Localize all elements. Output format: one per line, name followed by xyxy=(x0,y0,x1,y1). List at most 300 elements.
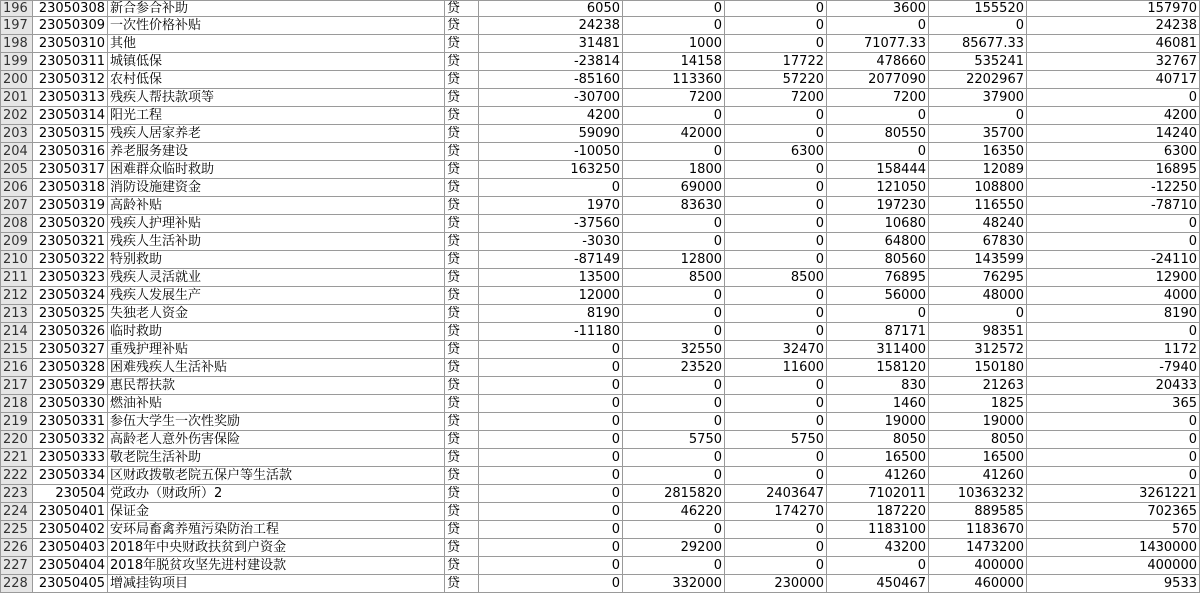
direction-cell[interactable]: 贷 xyxy=(445,287,479,305)
value-cell-3[interactable]: 0 xyxy=(725,521,827,539)
account-name-cell[interactable]: 残疾人护理补贴 xyxy=(108,215,445,233)
row-header[interactable]: 205 xyxy=(1,161,33,179)
value-cell-5[interactable]: 150180 xyxy=(929,359,1027,377)
value-cell-5[interactable]: 37900 xyxy=(929,89,1027,107)
value-cell-4[interactable]: 80550 xyxy=(827,125,929,143)
value-cell-5[interactable]: 19000 xyxy=(929,413,1027,431)
row-header[interactable]: 203 xyxy=(1,125,33,143)
direction-cell[interactable]: 贷 xyxy=(445,233,479,251)
account-code-cell[interactable]: 23050404 xyxy=(33,557,108,575)
value-cell-2[interactable]: 0 xyxy=(623,413,725,431)
direction-cell[interactable]: 贷 xyxy=(445,17,479,35)
account-code-cell[interactable]: 23050332 xyxy=(33,431,108,449)
value-cell-6[interactable]: 4200 xyxy=(1027,107,1200,125)
account-code-cell[interactable]: 23050331 xyxy=(33,413,108,431)
value-cell-1[interactable]: -87149 xyxy=(479,251,623,269)
value-cell-2[interactable]: 0 xyxy=(623,233,725,251)
row-header[interactable]: 211 xyxy=(1,269,33,287)
value-cell-1[interactable]: 12000 xyxy=(479,287,623,305)
value-cell-4[interactable]: 56000 xyxy=(827,287,929,305)
value-cell-1[interactable]: -30700 xyxy=(479,89,623,107)
value-cell-1[interactable]: 0 xyxy=(479,539,623,557)
row-header[interactable]: 213 xyxy=(1,305,33,323)
value-cell-1[interactable]: -11180 xyxy=(479,323,623,341)
value-cell-6[interactable]: 32767 xyxy=(1027,53,1200,71)
direction-cell[interactable]: 贷 xyxy=(445,1,479,17)
value-cell-2[interactable]: 29200 xyxy=(623,539,725,557)
row-header[interactable]: 225 xyxy=(1,521,33,539)
account-name-cell[interactable]: 安环局畜禽养殖污染防治工程 xyxy=(108,521,445,539)
direction-cell[interactable]: 贷 xyxy=(445,269,479,287)
value-cell-4[interactable]: 64800 xyxy=(827,233,929,251)
value-cell-1[interactable]: 0 xyxy=(479,179,623,197)
account-name-cell[interactable]: 增减挂钩项目 xyxy=(108,575,445,593)
value-cell-2[interactable]: 1800 xyxy=(623,161,725,179)
value-cell-6[interactable]: 40717 xyxy=(1027,71,1200,89)
row-header[interactable]: 217 xyxy=(1,377,33,395)
value-cell-1[interactable]: 0 xyxy=(479,485,623,503)
value-cell-1[interactable]: 163250 xyxy=(479,161,623,179)
value-cell-6[interactable]: 6300 xyxy=(1027,143,1200,161)
row-header[interactable]: 227 xyxy=(1,557,33,575)
value-cell-4[interactable]: 10680 xyxy=(827,215,929,233)
value-cell-5[interactable]: 76295 xyxy=(929,269,1027,287)
account-code-cell[interactable]: 23050311 xyxy=(33,53,108,71)
account-code-cell[interactable]: 23050314 xyxy=(33,107,108,125)
account-code-cell[interactable]: 23050318 xyxy=(33,179,108,197)
row-header[interactable]: 222 xyxy=(1,467,33,485)
value-cell-2[interactable]: 0 xyxy=(623,323,725,341)
value-cell-3[interactable]: 0 xyxy=(725,1,827,17)
value-cell-2[interactable]: 83630 xyxy=(623,197,725,215)
value-cell-4[interactable]: 478660 xyxy=(827,53,929,71)
value-cell-4[interactable]: 80560 xyxy=(827,251,929,269)
direction-cell[interactable]: 贷 xyxy=(445,35,479,53)
value-cell-5[interactable]: 0 xyxy=(929,305,1027,323)
value-cell-5[interactable]: 67830 xyxy=(929,233,1027,251)
value-cell-3[interactable]: 0 xyxy=(725,215,827,233)
account-code-cell[interactable]: 23050325 xyxy=(33,305,108,323)
row-header[interactable]: 197 xyxy=(1,17,33,35)
account-code-cell[interactable]: 23050405 xyxy=(33,575,108,593)
value-cell-2[interactable]: 0 xyxy=(623,17,725,35)
row-header[interactable]: 218 xyxy=(1,395,33,413)
value-cell-1[interactable]: 0 xyxy=(479,377,623,395)
value-cell-4[interactable]: 8050 xyxy=(827,431,929,449)
value-cell-4[interactable]: 7102011 xyxy=(827,485,929,503)
value-cell-3[interactable]: 0 xyxy=(725,287,827,305)
value-cell-6[interactable]: 1172 xyxy=(1027,341,1200,359)
value-cell-2[interactable]: 0 xyxy=(623,287,725,305)
value-cell-6[interactable]: 400000 xyxy=(1027,557,1200,575)
value-cell-3[interactable]: 0 xyxy=(725,557,827,575)
direction-cell[interactable]: 贷 xyxy=(445,179,479,197)
value-cell-2[interactable]: 0 xyxy=(623,305,725,323)
direction-cell[interactable]: 贷 xyxy=(445,521,479,539)
direction-cell[interactable]: 贷 xyxy=(445,485,479,503)
account-name-cell[interactable]: 保证金 xyxy=(108,503,445,521)
direction-cell[interactable]: 贷 xyxy=(445,575,479,593)
account-name-cell[interactable]: 燃油补贴 xyxy=(108,395,445,413)
row-header[interactable]: 215 xyxy=(1,341,33,359)
value-cell-6[interactable]: 702365 xyxy=(1027,503,1200,521)
value-cell-5[interactable]: 2202967 xyxy=(929,71,1027,89)
value-cell-5[interactable]: 0 xyxy=(929,107,1027,125)
account-code-cell[interactable]: 23050309 xyxy=(33,17,108,35)
value-cell-1[interactable]: 0 xyxy=(479,521,623,539)
value-cell-3[interactable]: 5750 xyxy=(725,431,827,449)
direction-cell[interactable]: 贷 xyxy=(445,395,479,413)
value-cell-2[interactable]: 7200 xyxy=(623,89,725,107)
value-cell-2[interactable]: 332000 xyxy=(623,575,725,593)
value-cell-3[interactable]: 0 xyxy=(725,449,827,467)
account-name-cell[interactable]: 消防设施建资金 xyxy=(108,179,445,197)
row-header[interactable]: 201 xyxy=(1,89,33,107)
value-cell-1[interactable]: 8190 xyxy=(479,305,623,323)
row-header[interactable]: 198 xyxy=(1,35,33,53)
direction-cell[interactable]: 贷 xyxy=(445,431,479,449)
value-cell-5[interactable]: 312572 xyxy=(929,341,1027,359)
value-cell-5[interactable]: 1473200 xyxy=(929,539,1027,557)
value-cell-6[interactable]: 24238 xyxy=(1027,17,1200,35)
account-name-cell[interactable]: 残疾人发展生产 xyxy=(108,287,445,305)
row-header[interactable]: 226 xyxy=(1,539,33,557)
account-code-cell[interactable]: 23050322 xyxy=(33,251,108,269)
account-name-cell[interactable]: 残疾人灵活就业 xyxy=(108,269,445,287)
account-code-cell[interactable]: 23050312 xyxy=(33,71,108,89)
value-cell-6[interactable]: -78710 xyxy=(1027,197,1200,215)
row-header[interactable]: 221 xyxy=(1,449,33,467)
value-cell-3[interactable]: 0 xyxy=(725,395,827,413)
row-header[interactable]: 214 xyxy=(1,323,33,341)
account-code-cell[interactable]: 23050330 xyxy=(33,395,108,413)
value-cell-1[interactable]: 0 xyxy=(479,359,623,377)
value-cell-4[interactable]: 7200 xyxy=(827,89,929,107)
value-cell-4[interactable]: 2077090 xyxy=(827,71,929,89)
account-code-cell[interactable]: 23050326 xyxy=(33,323,108,341)
value-cell-6[interactable]: 14240 xyxy=(1027,125,1200,143)
value-cell-6[interactable]: 46081 xyxy=(1027,35,1200,53)
value-cell-1[interactable]: 24238 xyxy=(479,17,623,35)
account-name-cell[interactable]: 困难残疾人生活补贴 xyxy=(108,359,445,377)
value-cell-1[interactable]: -10050 xyxy=(479,143,623,161)
direction-cell[interactable]: 贷 xyxy=(445,197,479,215)
row-header[interactable]: 200 xyxy=(1,71,33,89)
direction-cell[interactable]: 贷 xyxy=(445,161,479,179)
value-cell-4[interactable]: 830 xyxy=(827,377,929,395)
value-cell-4[interactable]: 19000 xyxy=(827,413,929,431)
value-cell-5[interactable]: 85677.33 xyxy=(929,35,1027,53)
value-cell-3[interactable]: 0 xyxy=(725,467,827,485)
value-cell-4[interactable]: 311400 xyxy=(827,341,929,359)
value-cell-5[interactable]: 21263 xyxy=(929,377,1027,395)
value-cell-1[interactable]: 0 xyxy=(479,431,623,449)
value-cell-3[interactable]: 57220 xyxy=(725,71,827,89)
value-cell-6[interactable]: 0 xyxy=(1027,413,1200,431)
value-cell-1[interactable]: 0 xyxy=(479,341,623,359)
value-cell-2[interactable]: 0 xyxy=(623,143,725,161)
value-cell-5[interactable]: 48240 xyxy=(929,215,1027,233)
value-cell-6[interactable]: 1430000 xyxy=(1027,539,1200,557)
value-cell-3[interactable]: 2403647 xyxy=(725,485,827,503)
value-cell-2[interactable]: 0 xyxy=(623,215,725,233)
value-cell-5[interactable]: 48000 xyxy=(929,287,1027,305)
account-name-cell[interactable]: 其他 xyxy=(108,35,445,53)
value-cell-1[interactable]: 0 xyxy=(479,503,623,521)
direction-cell[interactable]: 贷 xyxy=(445,251,479,269)
account-code-cell[interactable]: 23050313 xyxy=(33,89,108,107)
direction-cell[interactable]: 贷 xyxy=(445,341,479,359)
account-code-cell[interactable]: 23050310 xyxy=(33,35,108,53)
value-cell-6[interactable]: 157970 xyxy=(1027,1,1200,17)
row-header[interactable]: 207 xyxy=(1,197,33,215)
account-name-cell[interactable]: 残疾人居家养老 xyxy=(108,125,445,143)
value-cell-1[interactable]: 59090 xyxy=(479,125,623,143)
account-name-cell[interactable]: 失独老人资金 xyxy=(108,305,445,323)
value-cell-1[interactable]: -37560 xyxy=(479,215,623,233)
direction-cell[interactable]: 贷 xyxy=(445,89,479,107)
account-code-cell[interactable]: 230504 xyxy=(33,485,108,503)
direction-cell[interactable]: 贷 xyxy=(445,449,479,467)
value-cell-1[interactable]: 0 xyxy=(479,413,623,431)
row-header[interactable]: 199 xyxy=(1,53,33,71)
account-name-cell[interactable]: 农村低保 xyxy=(108,71,445,89)
value-cell-4[interactable]: 76895 xyxy=(827,269,929,287)
account-code-cell[interactable]: 23050315 xyxy=(33,125,108,143)
value-cell-3[interactable]: 0 xyxy=(725,197,827,215)
value-cell-3[interactable]: 0 xyxy=(725,161,827,179)
value-cell-2[interactable]: 0 xyxy=(623,377,725,395)
row-header[interactable]: 210 xyxy=(1,251,33,269)
value-cell-6[interactable]: 0 xyxy=(1027,467,1200,485)
account-name-cell[interactable]: 新合参合补助 xyxy=(108,1,445,17)
value-cell-3[interactable]: 11600 xyxy=(725,359,827,377)
value-cell-3[interactable]: 0 xyxy=(725,413,827,431)
value-cell-4[interactable]: 1460 xyxy=(827,395,929,413)
value-cell-6[interactable]: 0 xyxy=(1027,233,1200,251)
value-cell-1[interactable]: 0 xyxy=(479,467,623,485)
value-cell-3[interactable]: 0 xyxy=(725,179,827,197)
value-cell-5[interactable]: 1825 xyxy=(929,395,1027,413)
value-cell-3[interactable]: 7200 xyxy=(725,89,827,107)
row-header[interactable]: 209 xyxy=(1,233,33,251)
direction-cell[interactable]: 贷 xyxy=(445,467,479,485)
direction-cell[interactable]: 贷 xyxy=(445,125,479,143)
value-cell-2[interactable]: 12800 xyxy=(623,251,725,269)
value-cell-2[interactable]: 32550 xyxy=(623,341,725,359)
value-cell-5[interactable]: 535241 xyxy=(929,53,1027,71)
value-cell-6[interactable]: 0 xyxy=(1027,449,1200,467)
value-cell-3[interactable]: 0 xyxy=(725,233,827,251)
value-cell-2[interactable]: 113360 xyxy=(623,71,725,89)
value-cell-2[interactable]: 8500 xyxy=(623,269,725,287)
value-cell-4[interactable]: 187220 xyxy=(827,503,929,521)
account-code-cell[interactable]: 23050308 xyxy=(33,1,108,17)
account-code-cell[interactable]: 23050327 xyxy=(33,341,108,359)
value-cell-6[interactable]: -12250 xyxy=(1027,179,1200,197)
account-name-cell[interactable]: 残疾人帮扶款项等 xyxy=(108,89,445,107)
account-code-cell[interactable]: 23050321 xyxy=(33,233,108,251)
account-code-cell[interactable]: 23050316 xyxy=(33,143,108,161)
value-cell-6[interactable]: 12900 xyxy=(1027,269,1200,287)
value-cell-6[interactable]: 570 xyxy=(1027,521,1200,539)
account-name-cell[interactable]: 惠民帮扶款 xyxy=(108,377,445,395)
direction-cell[interactable]: 贷 xyxy=(445,143,479,161)
value-cell-4[interactable]: 0 xyxy=(827,305,929,323)
value-cell-5[interactable]: 41260 xyxy=(929,467,1027,485)
account-name-cell[interactable]: 城镇低保 xyxy=(108,53,445,71)
value-cell-2[interactable]: 1000 xyxy=(623,35,725,53)
account-code-cell[interactable]: 23050317 xyxy=(33,161,108,179)
value-cell-3[interactable]: 0 xyxy=(725,107,827,125)
value-cell-1[interactable]: 0 xyxy=(479,557,623,575)
value-cell-6[interactable]: 0 xyxy=(1027,215,1200,233)
value-cell-3[interactable]: 6300 xyxy=(725,143,827,161)
account-name-cell[interactable]: 高龄补贴 xyxy=(108,197,445,215)
value-cell-5[interactable]: 155520 xyxy=(929,1,1027,17)
value-cell-4[interactable]: 197230 xyxy=(827,197,929,215)
value-cell-4[interactable]: 43200 xyxy=(827,539,929,557)
value-cell-2[interactable]: 0 xyxy=(623,107,725,125)
account-code-cell[interactable]: 23050333 xyxy=(33,449,108,467)
value-cell-5[interactable]: 889585 xyxy=(929,503,1027,521)
value-cell-1[interactable]: 13500 xyxy=(479,269,623,287)
value-cell-5[interactable]: 1183670 xyxy=(929,521,1027,539)
direction-cell[interactable]: 贷 xyxy=(445,107,479,125)
direction-cell[interactable]: 贷 xyxy=(445,557,479,575)
value-cell-3[interactable]: 230000 xyxy=(725,575,827,593)
value-cell-5[interactable]: 108800 xyxy=(929,179,1027,197)
value-cell-5[interactable]: 98351 xyxy=(929,323,1027,341)
account-name-cell[interactable]: 养老服务建设 xyxy=(108,143,445,161)
direction-cell[interactable]: 贷 xyxy=(445,377,479,395)
row-header[interactable]: 208 xyxy=(1,215,33,233)
direction-cell[interactable]: 贷 xyxy=(445,413,479,431)
value-cell-1[interactable]: -23814 xyxy=(479,53,623,71)
direction-cell[interactable]: 贷 xyxy=(445,539,479,557)
account-name-cell[interactable]: 重残护理补贴 xyxy=(108,341,445,359)
value-cell-3[interactable]: 0 xyxy=(725,17,827,35)
value-cell-2[interactable]: 0 xyxy=(623,449,725,467)
value-cell-2[interactable]: 0 xyxy=(623,1,725,17)
row-header[interactable]: 204 xyxy=(1,143,33,161)
value-cell-3[interactable]: 0 xyxy=(725,377,827,395)
row-header[interactable]: 206 xyxy=(1,179,33,197)
value-cell-1[interactable]: -85160 xyxy=(479,71,623,89)
value-cell-5[interactable]: 460000 xyxy=(929,575,1027,593)
account-name-cell[interactable]: 临时救助 xyxy=(108,323,445,341)
value-cell-3[interactable]: 0 xyxy=(725,323,827,341)
value-cell-3[interactable]: 0 xyxy=(725,305,827,323)
value-cell-5[interactable]: 0 xyxy=(929,17,1027,35)
value-cell-2[interactable]: 5750 xyxy=(623,431,725,449)
account-code-cell[interactable]: 23050323 xyxy=(33,269,108,287)
value-cell-4[interactable]: 121050 xyxy=(827,179,929,197)
row-header[interactable]: 223 xyxy=(1,485,33,503)
value-cell-3[interactable]: 0 xyxy=(725,35,827,53)
account-name-cell[interactable]: 敬老院生活补助 xyxy=(108,449,445,467)
value-cell-2[interactable]: 2815820 xyxy=(623,485,725,503)
account-name-cell[interactable]: 困难群众临时救助 xyxy=(108,161,445,179)
value-cell-6[interactable]: -24110 xyxy=(1027,251,1200,269)
direction-cell[interactable]: 贷 xyxy=(445,503,479,521)
direction-cell[interactable]: 贷 xyxy=(445,359,479,377)
account-name-cell[interactable]: 高龄老人意外伤害保险 xyxy=(108,431,445,449)
value-cell-4[interactable]: 71077.33 xyxy=(827,35,929,53)
value-cell-3[interactable]: 0 xyxy=(725,125,827,143)
value-cell-6[interactable]: 4000 xyxy=(1027,287,1200,305)
direction-cell[interactable]: 贷 xyxy=(445,305,479,323)
value-cell-1[interactable]: 4200 xyxy=(479,107,623,125)
account-name-cell[interactable]: 残疾人生活补助 xyxy=(108,233,445,251)
value-cell-5[interactable]: 400000 xyxy=(929,557,1027,575)
account-name-cell[interactable]: 党政办（财政所）2 xyxy=(108,485,445,503)
value-cell-5[interactable]: 10363232 xyxy=(929,485,1027,503)
value-cell-6[interactable]: 365 xyxy=(1027,395,1200,413)
value-cell-5[interactable]: 16350 xyxy=(929,143,1027,161)
value-cell-1[interactable]: 0 xyxy=(479,395,623,413)
account-code-cell[interactable]: 23050329 xyxy=(33,377,108,395)
value-cell-4[interactable]: 41260 xyxy=(827,467,929,485)
value-cell-5[interactable]: 12089 xyxy=(929,161,1027,179)
value-cell-6[interactable]: 9533 xyxy=(1027,575,1200,593)
value-cell-6[interactable]: 0 xyxy=(1027,431,1200,449)
account-name-cell[interactable]: 参伍大学生一次性奖励 xyxy=(108,413,445,431)
account-name-cell[interactable]: 阳光工程 xyxy=(108,107,445,125)
value-cell-3[interactable]: 32470 xyxy=(725,341,827,359)
value-cell-1[interactable]: 0 xyxy=(479,575,623,593)
value-cell-4[interactable]: 0 xyxy=(827,143,929,161)
value-cell-3[interactable]: 8500 xyxy=(725,269,827,287)
value-cell-3[interactable]: 0 xyxy=(725,251,827,269)
row-header[interactable]: 220 xyxy=(1,431,33,449)
account-name-cell[interactable]: 2018年中央财政扶贫到户资金 xyxy=(108,539,445,557)
value-cell-2[interactable]: 0 xyxy=(623,557,725,575)
value-cell-2[interactable]: 0 xyxy=(623,521,725,539)
account-code-cell[interactable]: 23050334 xyxy=(33,467,108,485)
value-cell-1[interactable]: 6050 xyxy=(479,1,623,17)
value-cell-4[interactable]: 3600 xyxy=(827,1,929,17)
value-cell-6[interactable]: -7940 xyxy=(1027,359,1200,377)
row-header[interactable]: 224 xyxy=(1,503,33,521)
value-cell-2[interactable]: 23520 xyxy=(623,359,725,377)
direction-cell[interactable]: 贷 xyxy=(445,71,479,89)
value-cell-5[interactable]: 143599 xyxy=(929,251,1027,269)
account-code-cell[interactable]: 23050319 xyxy=(33,197,108,215)
value-cell-1[interactable]: 31481 xyxy=(479,35,623,53)
account-name-cell[interactable]: 特别救助 xyxy=(108,251,445,269)
value-cell-5[interactable]: 8050 xyxy=(929,431,1027,449)
direction-cell[interactable]: 贷 xyxy=(445,53,479,71)
value-cell-2[interactable]: 0 xyxy=(623,467,725,485)
value-cell-4[interactable]: 158444 xyxy=(827,161,929,179)
value-cell-4[interactable]: 0 xyxy=(827,557,929,575)
account-code-cell[interactable]: 23050403 xyxy=(33,539,108,557)
value-cell-3[interactable]: 17722 xyxy=(725,53,827,71)
value-cell-2[interactable]: 14158 xyxy=(623,53,725,71)
account-code-cell[interactable]: 23050328 xyxy=(33,359,108,377)
value-cell-4[interactable]: 0 xyxy=(827,17,929,35)
account-code-cell[interactable]: 23050324 xyxy=(33,287,108,305)
value-cell-4[interactable]: 87171 xyxy=(827,323,929,341)
row-header[interactable]: 228 xyxy=(1,575,33,593)
value-cell-6[interactable]: 3261221 xyxy=(1027,485,1200,503)
row-header[interactable]: 219 xyxy=(1,413,33,431)
value-cell-3[interactable]: 174270 xyxy=(725,503,827,521)
account-name-cell[interactable]: 2018年脱贫攻坚先进村建设款 xyxy=(108,557,445,575)
value-cell-5[interactable]: 16500 xyxy=(929,449,1027,467)
value-cell-6[interactable]: 20433 xyxy=(1027,377,1200,395)
